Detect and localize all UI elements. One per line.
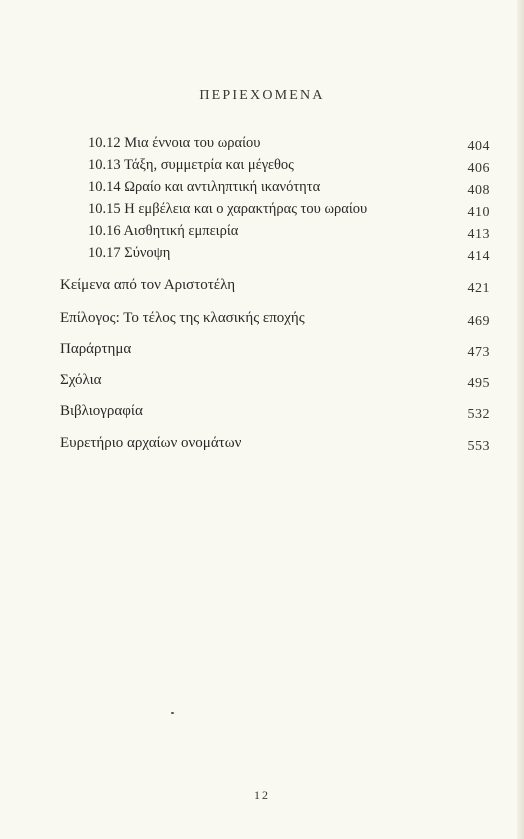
toc-entry-label: 10.13 Τάξη, συμμετρία και μέγεθος	[88, 157, 294, 173]
toc-entry-aristotle-texts	[60, 274, 490, 296]
running-head: ΠΕΡΙΕΧΟΜΕΝΑ	[199, 88, 325, 103]
toc-entry-label: Παράρτημα	[60, 341, 132, 357]
toc-entry-label: 10.12 Μια έννοια του ωραίου	[88, 135, 261, 151]
toc-entry-10-14	[88, 176, 490, 198]
toc-entry-label: 10.14 Ωραίο και αντιληπτική ικανότητα	[88, 179, 321, 195]
toc-entry-page: 532	[467, 407, 490, 422]
toc-entry-notes	[60, 369, 490, 391]
toc-entry-10-17	[88, 242, 490, 264]
toc-entry-page: 495	[467, 376, 490, 391]
toc-entry-page: 404	[467, 139, 490, 154]
toc-entry-index	[60, 432, 490, 454]
toc-entry-page: 410	[467, 205, 490, 220]
page-number: 12	[254, 788, 270, 802]
toc-entry-page: 473	[467, 345, 490, 360]
toc-entry-10-16	[88, 220, 490, 242]
toc-entry-10-15	[88, 198, 490, 220]
toc-entry-page: 414	[467, 249, 490, 264]
toc-entry-label: Βιβλιογραφία	[60, 403, 143, 419]
toc-entry-label: Κείμενα από τον Αριστοτέλη	[60, 277, 236, 293]
page-edge	[517, 0, 524, 839]
toc-entry-label: 10.16 Αισθητική εμπειρία	[88, 223, 239, 239]
stray-ink-mark	[171, 712, 174, 714]
toc-entry-page: 413	[467, 227, 490, 242]
toc-entry-label: Επίλογος: Το τέλος της κλασικής εποχής	[60, 310, 305, 326]
toc-entry-label: 10.15 Η εμβέλεια και ο χαρακτήρας του ωραίου	[88, 201, 368, 217]
toc-entry-page: 469	[467, 314, 490, 329]
toc-entry-label: Σχόλια	[60, 372, 102, 388]
toc-entry-label: Ευρετήριο αρχαίων ονομάτων	[60, 435, 242, 451]
toc-entry-page: 408	[467, 183, 490, 198]
toc-entry-label: 10.17 Σύνοψη	[88, 245, 171, 261]
toc-entry-10-13	[88, 154, 490, 176]
toc-entry-page: 406	[467, 161, 490, 176]
toc-entry-page: 553	[467, 439, 490, 454]
toc-entry-appendix	[60, 338, 490, 360]
toc-entry-epilogue	[60, 307, 490, 329]
toc-entry-bibliography	[60, 400, 490, 422]
toc-entry-10-12	[88, 132, 490, 154]
toc-entry-page: 421	[467, 281, 490, 296]
